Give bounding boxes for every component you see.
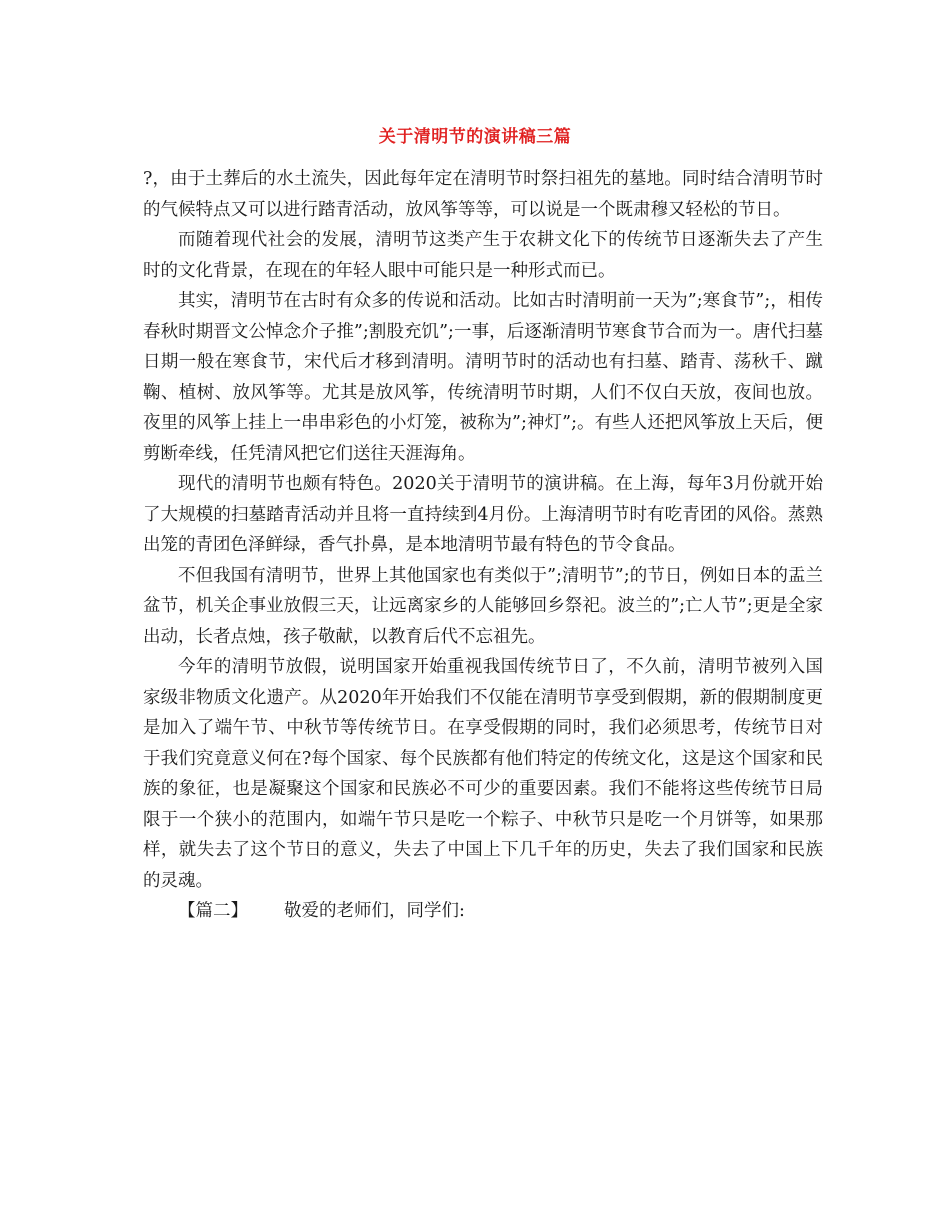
section-greeting: 敬爱的老师们，同学们: bbox=[284, 901, 465, 921]
paragraph-4: 现代的清明节也颇有特色。2020关于清明节的演讲稿。在上海，每年3月份就开始了大规模的扫墓踏青活动并且将一直持续到4月份。上海清明节时有吃青团的风俗。蒸熟出笼的青团色泽鲜绿，香气扑鼻，是本地清明节最有特色的节令食品。 bbox=[143, 474, 823, 555]
document-body bbox=[143, 164, 823, 927]
section-heading bbox=[143, 896, 823, 927]
paragraph-3: 其实，清明节在古时有众多的传说和活动。比如古时清明前一天为”;寒食节”;，相传春秋时期晋文公悼念介子推”;割股充饥”;一事，后逐渐清明节寒食节合而为一。唐代扫墓日期一般在寒食节，宋代后才移到清明。清明节时的活动也有扫墓、踏青、荡秋千、蹴鞠、植树、放风筝等。尤其是放风筝，传统清明节时期，人们不仅白天放，夜间也放。夜里的风筝上挂上一串串彩色的小灯笼，被称为”;神灯”;。有些人还把风筝放上天后，便剪断牵线，任凭清风把它们送往天涯海角。 bbox=[143, 291, 823, 464]
section-label: 【篇二】 bbox=[178, 901, 248, 921]
paragraph-5: 不但我国有清明节，世界上其他国家也有类似于”;清明节”;的节日，例如日本的盂兰盆节，机关企事业放假三天，让远离家乡的人能够回乡祭祀。波兰的”;亡人节”;更是全家出动，长者点烛，孩子敬献，以教育后代不忘祖先。 bbox=[143, 565, 823, 647]
paragraph-6: 今年的清明节放假，说明国家开始重视我国传统节日了，不久前，清明节被列入国家级非物质文化遗产。从2020年开始我们不仅能在清明节享受到假期，新的假期制度更是加入了端午节、中秋节等传统节日。在享受假期的同时，我们必须思考，传统节日对于我们究竟意义何在?每个国家、每个民族都有他们特定的传统文化，这是这个国家和民族的象征，也是凝聚这个国家和民族必不可少的重要因素。我们不能将这些传统节日局限于一个狭小的范围内，如端午节只是吃一个粽子、中秋节只是吃一个月饼等，如果那样，就失去了这个节日的意义，失去了中国上下几千年的历史，失去了我们国家和民族的灵魂。 bbox=[143, 657, 823, 891]
paragraph-1: ?，由于土葬后的水土流失，因此每年定在清明节时祭扫祖先的墓地。同时结合清明节时的气候特点又可以进行踏青活动，放风筝等等，可以说是一个既肃穆又轻松的节日。 bbox=[143, 169, 823, 220]
paragraph-2: 而随着现代社会的发展，清明节这类产生于农耕文化下的传统节日逐渐失去了产生时的文化背景，在现在的年轻人眼中可能只是一种形式而已。 bbox=[143, 230, 823, 281]
document-title: 关于清明节的演讲稿三篇 bbox=[378, 127, 572, 147]
